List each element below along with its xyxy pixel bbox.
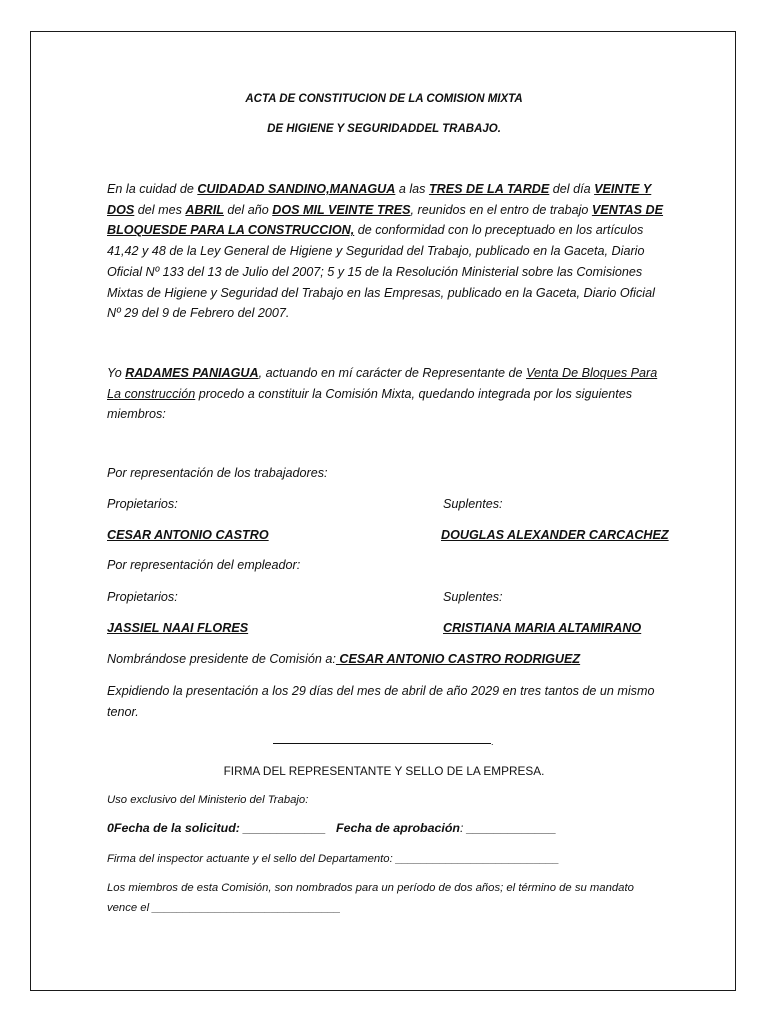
signature-dot: .	[491, 737, 494, 747]
issuance-paragraph: Expidiendo la presentación a los 29 días del mes de abril de año 2029 en tres tantos de un mismo tenor.	[107, 684, 655, 719]
document-border	[30, 31, 736, 991]
year-value: DOS MIL VEINTE TRES	[272, 202, 411, 217]
approval-date-blank: : _____________	[459, 821, 557, 835]
signature-caption: FIRMA DEL REPRESENTANTE Y SELLO DE LA EMPRESA.	[223, 764, 545, 778]
dates-line	[107, 821, 556, 835]
ministry-exclusive-label: Uso exclusivo del Ministerio del Trabajo:	[107, 794, 309, 806]
employer-owners-label: Propietarios:	[107, 590, 178, 604]
employer-heading: Por representación del empleador:	[107, 558, 301, 572]
president-name: CESAR ANTONIO CASTRO RODRIGUEZ	[335, 652, 581, 666]
request-date-blank: ____________	[239, 821, 327, 835]
day-value: VEINTE Y DOS	[107, 182, 652, 217]
approval-date-label: Fecha de aprobación	[336, 821, 460, 835]
workers-owner-name: CESAR ANTONIO CASTRO	[107, 528, 269, 542]
workers-alternates-label: Suplentes:	[443, 497, 503, 511]
hour-value: TRES DE LA TARDE	[428, 182, 550, 196]
declaration-paragraph: Yo RADAMES PANIAGUA, actuando en mí carácter de Representante de Venta De Bloques Para La construcción procedo a constituir la Comisión Mixta, quedando integrada por los siguientes miembros:	[107, 366, 658, 422]
representative-name: RADAMES PANIAGUA	[125, 366, 259, 380]
intro-paragraph: En la cuidad de CUIDADAD SANDINO,MANAGUA a las TRES DE LA TARDE del día VEINTE Y DOS del mes ABRIL del año DOS MIL VEINTE TRES, reunidos en el entro de trabajo VENTAS DE BLOQUESDE PARA LA CONSTRUCCION, de conformidad con lo preceptuado en los artículos 41,42 y 48 de la Ley General de Higiene y Seguridad del Trabajo, publicado en la Gaceta, Diario Oficial Nº 133 del 13 de Julio del 2007; 5 y 15 de la Resolución Ministerial sobre las Comisiones Mixtas de Higiene y Seguridad del Trabajo en las Empresas, publicado en la Gaceta, Diario Oficial Nº 29 del 9 de Febrero del 2007.	[107, 182, 664, 321]
workplace-value: VENTAS DE BLOQUESDE PARA LA CONSTRUCCION,	[107, 202, 664, 238]
president-line: Nombrándose presidente de Comisión a: CESAR ANTONIO CASTRO RODRIGUEZ	[107, 652, 581, 666]
employer-alternate-name: CRISTIANA MARIA ALTAMIRANO	[443, 621, 642, 635]
employer-alternates-label: Suplentes:	[443, 590, 503, 604]
request-date-label: 0Fecha de la solicitud:	[107, 821, 240, 835]
city-value: CUIDADAD SANDINO,MANAGUA	[197, 182, 396, 196]
employer-owner-name: JASSIEL NAAI FLORES	[107, 621, 249, 635]
signature-line	[273, 743, 491, 744]
workers-alternate-name: DOUGLAS ALEXANDER CARCACHEZ	[441, 528, 669, 542]
document-title-line-2: DE HIGIENE Y SEGURIDADDEL TRABAJO.	[267, 123, 501, 135]
document-title-line-1: ACTA DE CONSTITUCION DE LA COMISION MIXTA	[245, 93, 523, 105]
inspector-signature-line: Firma del inspector actuante y el sello del Departamento: __________________________	[107, 853, 560, 865]
workers-owners-label: Propietarios:	[107, 497, 178, 511]
company-name: Venta De Bloques Para La construcción	[107, 366, 658, 401]
workers-heading: Por representación de los trabajadores:	[107, 466, 328, 480]
month-value: ABRIL	[185, 202, 224, 217]
mandate-validity-paragraph: Los miembros de esta Comisión, son nombrados para un período de dos años; el término de su mandato vence el ______________________________	[107, 882, 634, 914]
